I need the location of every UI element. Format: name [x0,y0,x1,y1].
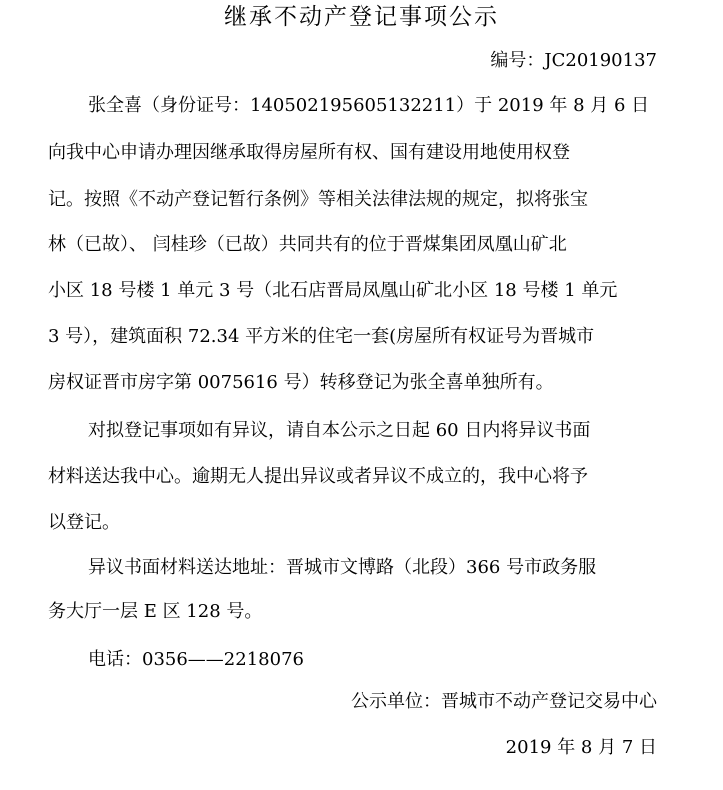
paragraph-line: 对拟登记事项如有异议，请自本公示之日起 60 日内将异议书面 [88,420,591,441]
paragraph-line: 3 号），建筑面积 72.34 平方米的住宅一套(房屋所有权证号为晋城市 [48,326,595,347]
paragraph-line: 林（已故）、 闫桂珍（已故）共同共有的位于晋煤集团凤凰山矿北 [48,234,567,255]
paragraph-line: 异议书面材料送达地址：晋城市文博路（北段）366 号市政务服 [88,557,597,578]
paragraph-line: 张全喜（身份证号：140502195605132211）于 2019 年 8 月 6 日 [88,95,650,116]
paragraph-line: 向我中心申请办理因继承取得房屋所有权、国有建设用地使用权登 [48,142,570,163]
notice-title: 继承不动产登记事项公示 [224,4,499,30]
paragraph-line: 小区 18 号楼 1 单元 3 号（北石店晋局凤凰山矿北小区 18 号楼 1 单元 [48,280,618,301]
document-number: 编号：JC20190137 [490,50,657,71]
paragraph-line: 材料送达我中心。逾期无人提出异议或者异议不成立的，我中心将予 [48,466,588,487]
notice-date: 2019 年 8 月 7 日 [505,737,657,758]
paragraph-line: 以登记。 [48,512,120,533]
paragraph-line: 记。按照《不动产登记暂行条例》等相关法律法规的规定，拟将张宝 [48,189,588,210]
paragraph-line: 务大厅一层 E 区 128 号。 [48,601,263,622]
paragraph-line: 房权证晋市房字第 0075616 号）转移登记为张全喜单独所有。 [48,372,554,393]
contact-phone: 电话：0356——2218076 [88,649,304,670]
issuer-unit: 公示单位：晋城市不动产登记交易中心 [351,691,657,712]
